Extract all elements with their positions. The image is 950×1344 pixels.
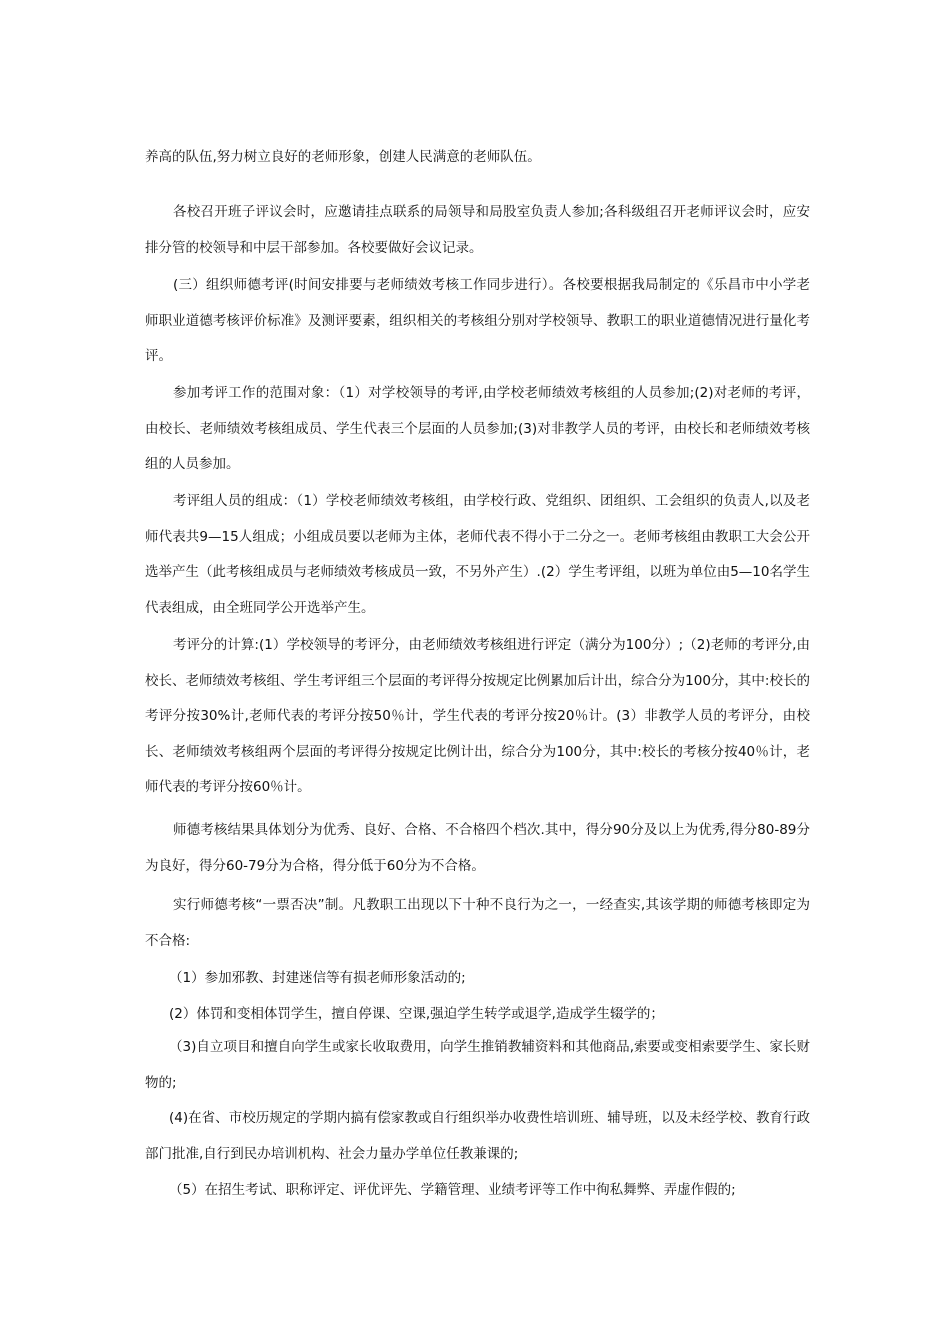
paragraph-section-three: (三）组织师德考评(时间安排要与老师绩效考核工作同步进行）。各校要根据我局制定的《乐昌市中小学老师职业道德考核评价标准》及测评要素，组织相关的考核组分别对学校领导、教职工的职业道德情况进行量化考评。 [145, 277, 810, 364]
list-item-2: (2）体罚和变相体罚学生，擅自停课、空课,强迫学生转学或退学,造成学生辍学的； [169, 1006, 664, 1022]
paragraph-scope: 参加考评工作的范围对象：（1）对学校领导的考评,由学校老师绩效考核组的人员参加;(2)对老师的考评，由校长、老师绩效考核组成员、学生代表三个层面的人员参加;(3)对非教学人员的考评，由校长和老师绩效考核组的人员参加。 [145, 385, 810, 472]
paragraph-score-calculation: 考评分的计算:(1）学校领导的考评分，由老师绩效考核组进行评定（满分为100分）;（2)老师的考评分,由校长、老师绩效考核组、学生考评组三个层面的考评得分按规定比例累加后计出，综合分为100分，其中:校长的考评分按30%计,老师代表的考评分按50％计，学生代表的考评分按20％计。(3）非教学人员的考评分，由校长、老师绩效考核组两个层面的考评得分按规定比例计出，综合分为100分，其中:校长的考核分按40％计，老师代表的考评分按60％计。 [145, 637, 810, 795]
paragraph-composition: 考评组人员的组成：（1）学校老师绩效考核组，由学校行政、党组织、团组织、工会组织的负责人,以及老师代表共9—15人组成；小组成员要以老师为主体，老师代表不得小于二分之一。老师考核组由教职工大会公开选举产生（此考核组成员与老师绩效考核成员一致，不另外产生）.(2）学生考评组，以班为单位由5—10名学生代表组成，由全班同学公开选举产生。 [145, 493, 810, 616]
list-item-3: （3)自立项目和擅自向学生或家长收取费用，向学生推销教辅资料和其他商品,索要或变相索要学生、家长财物的; [145, 1039, 810, 1091]
list-item-1: （1）参加邪教、封建迷信等有损老师形象活动的; [169, 970, 466, 986]
paragraph-one-vote-veto: 实行师德考核“一票否决”制。凡教职工出现以下十种不良行为之一，一经查实,其该学期的师德考核即定为不合格: [145, 897, 810, 949]
list-item-5: （5）在招生考试、职称评定、评优评先、学籍管理、业绩考评等工作中徇私舞弊、弄虚作假的; [169, 1182, 736, 1198]
paragraph-evaluation-meetings: 各校召开班子评议会时，应邀请挂点联系的局领导和局股室负责人参加;各科级组召开老师评议会时，应安排分管的校领导和中层干部参加。各校要做好会议记录。 [145, 204, 810, 256]
paragraph-grade-levels: 师德考核结果具体划分为优秀、良好、合格、不合格四个档次.其中，得分90分及以上为优秀,得分80-89分为良好，得分60-79分为合格，得分低于60分为不合格。 [145, 822, 810, 874]
paragraph-continuation: 养高的队伍,努力树立良好的老师形象，创建人民满意的老师队伍。 [145, 149, 541, 165]
list-item-4: (4)在省、市校历规定的学期内搞有偿家教或自行组织举办收费性培训班、辅导班，以及未经学校、教育行政部门批准,自行到民办培训机构、社会力量办学单位任教兼课的; [145, 1110, 810, 1162]
